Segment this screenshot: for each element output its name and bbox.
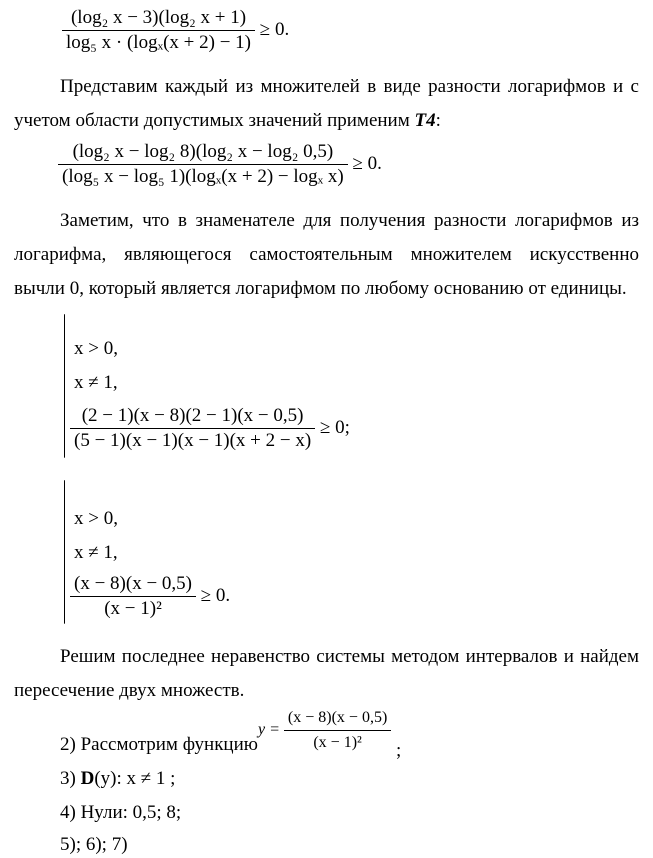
formula-1-denominator: log₅ x · (logₓ(x + 2) − 1): [66, 32, 252, 53]
item-2-end: ;: [396, 740, 402, 761]
paragraph-2: Заметим, что в знаменателе для получения разности логарифмов из логарифма, являющегося самостоятельным множителем искусственно вычли 0, который является логарифмом по любому основанию от единицы.: [14, 210, 639, 299]
system-1-relation: ≥ 0;: [319, 416, 350, 438]
formula-1: [62, 6, 289, 55]
domain-symbol: D: [80, 768, 95, 789]
system-1-denominator: (5 − 1)(x − 1)(x − 1)(x + 2 − x): [74, 430, 312, 451]
system-2-denominator: (x − 1)²: [104, 598, 162, 619]
system-2-brace: [64, 480, 65, 624]
item-4: 4) Нули: 0,5; 8;: [60, 802, 182, 823]
formula-2-numerator: (log₂ x − log₂ 8)(log₂ x − log₂ 0,5): [58, 140, 348, 165]
formula-2-fraction: [58, 140, 348, 189]
formula-2: [58, 140, 382, 189]
formula-1-fraction: [62, 6, 255, 55]
item-2-numerator: (x − 8)(x − 0,5): [284, 706, 391, 731]
system-2-line-1: x > 0,: [74, 508, 118, 529]
system-1-line-2: x ≠ 1,: [74, 372, 118, 393]
system-2-line-2: x ≠ 1,: [74, 542, 118, 563]
item-2-function: [258, 706, 391, 755]
system-2-inequality: [70, 572, 230, 621]
item-2-denominator: (x − 1)²: [313, 734, 362, 751]
paragraph-3: Решим последнее неравенство системы методом интервалов и найдем пересечение двух множеств.: [14, 646, 639, 701]
formula-1-numerator: (log₂ x − 3)(log₂ x + 1): [62, 6, 255, 31]
system-1-inequality: [70, 404, 350, 453]
system-2-relation: ≥ 0.: [200, 584, 231, 606]
system-1-brace: [64, 314, 65, 458]
formula-2-relation: ≥ 0.: [352, 152, 382, 174]
item-2-text: 2) Рассмотрим функцию: [60, 734, 258, 755]
system-2-numerator: (x − 8)(x − 0,5): [70, 572, 196, 597]
item-2-y: y =: [258, 721, 280, 739]
system-1-numerator: (2 − 1)(x − 8)(2 − 1)(x − 0,5): [70, 404, 315, 429]
system-1-line-1: x > 0,: [74, 338, 118, 359]
formula-2-denominator: (log₅ x − log₅ 1)(logₓ(x + 2) − logₓ x): [62, 166, 344, 187]
theorem-ref: T4: [414, 110, 436, 131]
formula-1-relation: ≥ 0.: [259, 18, 290, 40]
item-3: 3) D(y): x ≠ 1 ;: [60, 768, 176, 789]
item-5: 5); 6); 7): [60, 834, 128, 855]
paragraph-1: Представим каждый из множителей в виде разности логарифмов и с учетом области допустимых значений применим T4:: [14, 76, 639, 131]
